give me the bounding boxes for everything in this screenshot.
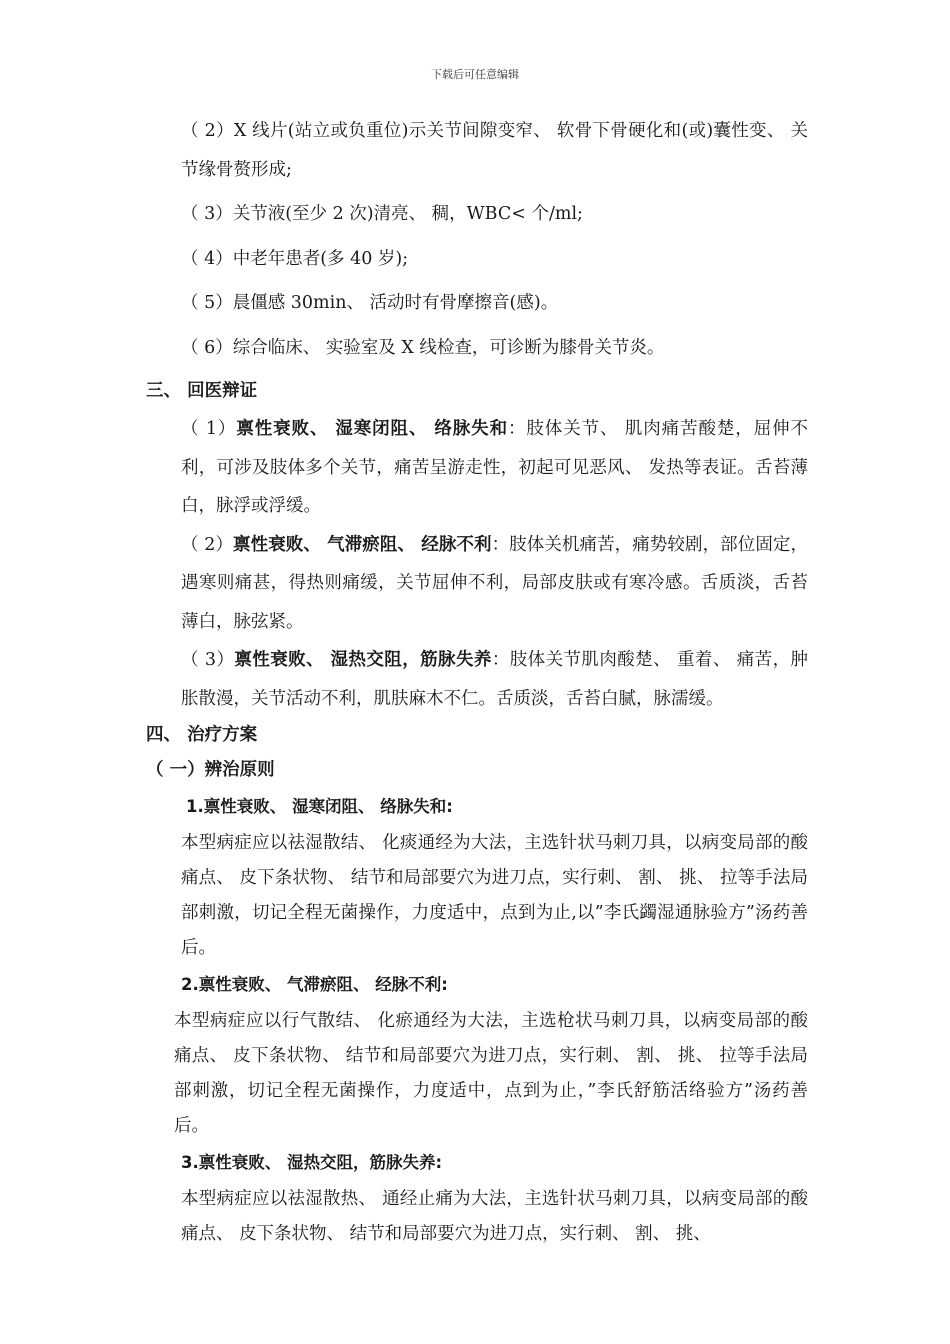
syndrome-item-1: （ 1）禀性衰败、 湿寒闭阻、 络脉失和：肢体关节、 肌肉痛苦酸楚，屈伸不利，可涉及肢体多个关节，痛苦呈游走性，初起可见恶风、 发热等表证。舌苔薄白，脉浮或浮缓。 [181,419,809,516]
principle-title-2: 2.禀性衰败、 气滞瘀阻、 经脉不利: [181,975,448,994]
syndrome-item-2: （ 2）禀性衰败、 气滞瘀阻、 经脉不利：肢体关机痛苦，痛势较剧，部位固定，遇寒则痛甚，得热则痛缓，关节屈伸不利，局部皮肤或有寒冷感。舌质淡，舌苔薄白，脉弦紧。 [181,534,809,632]
syndrome-title-3: 禀性衰败、 湿热交阻，筋脉失养 [234,650,492,670]
principle-text-1: 本型病症应以祛湿散结、 化痰通经为大法，主选针状马刺刀具，以病变局部的酸痛点、 皮下条状物、 结节和局部要穴为进刀点，实行刺、 割、 挑、 拉等手法局部刺激，切记全程无菌操作，力度适中，点到为止,以”李氏蠲湿通脉验方”汤药善后。 [181,833,808,958]
diagnosis-item-2: （ 2）X 线片(站立或负重位)示关节间隙变窄、 软骨下骨硬化和(或)囊性变、 关节缘骨赘形成; [181,121,808,180]
document-body [146,112,808,1252]
section-4-heading: 四、 治疗方案 [146,725,258,745]
syndrome-title-1: 禀性衰败、 湿寒闭阻、 络脉失和 [236,419,508,439]
diagnosis-item-4: （ 4）中老年患者(多 40 岁); [181,248,409,269]
diagnosis-item-3: （ 3）关节液(至少 2 次)清亮、 稠，WBC< 个/ml; [181,204,583,224]
principle-title-3: 3.禀性衰败、 湿热交阻，筋脉失养: [181,1153,443,1172]
principle-text-3: 本型病症应以祛湿散热、 通经止痛为大法，主选针状马刺刀具，以病变局部的酸痛点、 皮下条状物、 结节和局部要穴为进刀点，实行刺、 割、 挑、 [181,1189,808,1244]
diagnosis-item-5: （ 5）晨僵感 30min、 活动时有骨摩擦音(感)。 [181,293,559,313]
section-3-heading: 三、 回医辩证 [146,381,258,401]
page-header: 下载后可任意编辑 [431,68,519,81]
syndrome-title-2: 禀性衰败、 气滞瘀阻、 经脉不利 [233,534,492,555]
principle-text-2: 本型病症应以行气散结、 化瘀通经为大法，主选枪状马刺刀具，以病变局部的酸痛点、 皮下条状物、 结节和局部要穴为进刀点，实行刺、 割、 挑、 拉等手法局部刺激，切记全程无菌操作，力度适中，点到为止，”李氏舒筋活络验方”汤药善后。 [174,1011,808,1136]
principle-title-1: 1.禀性衰败、 湿寒闭阻、 络脉失和: [186,797,453,816]
diagnosis-item-6: （ 6）综合临床、 实验室及 X 线检查，可诊断为膝骨关节炎。 [181,337,665,358]
syndrome-item-3: （ 3）禀性衰败、 湿热交阻，筋脉失养：肢体关节肌肉酸楚、 重着、 痛苦，肿胀散漫，关节活动不利，肌肤麻木不仁。舌质淡，舌苔白腻，脉濡缓。 [181,650,809,709]
section-4-subheading: （ 一）辨治原则 [146,760,275,780]
